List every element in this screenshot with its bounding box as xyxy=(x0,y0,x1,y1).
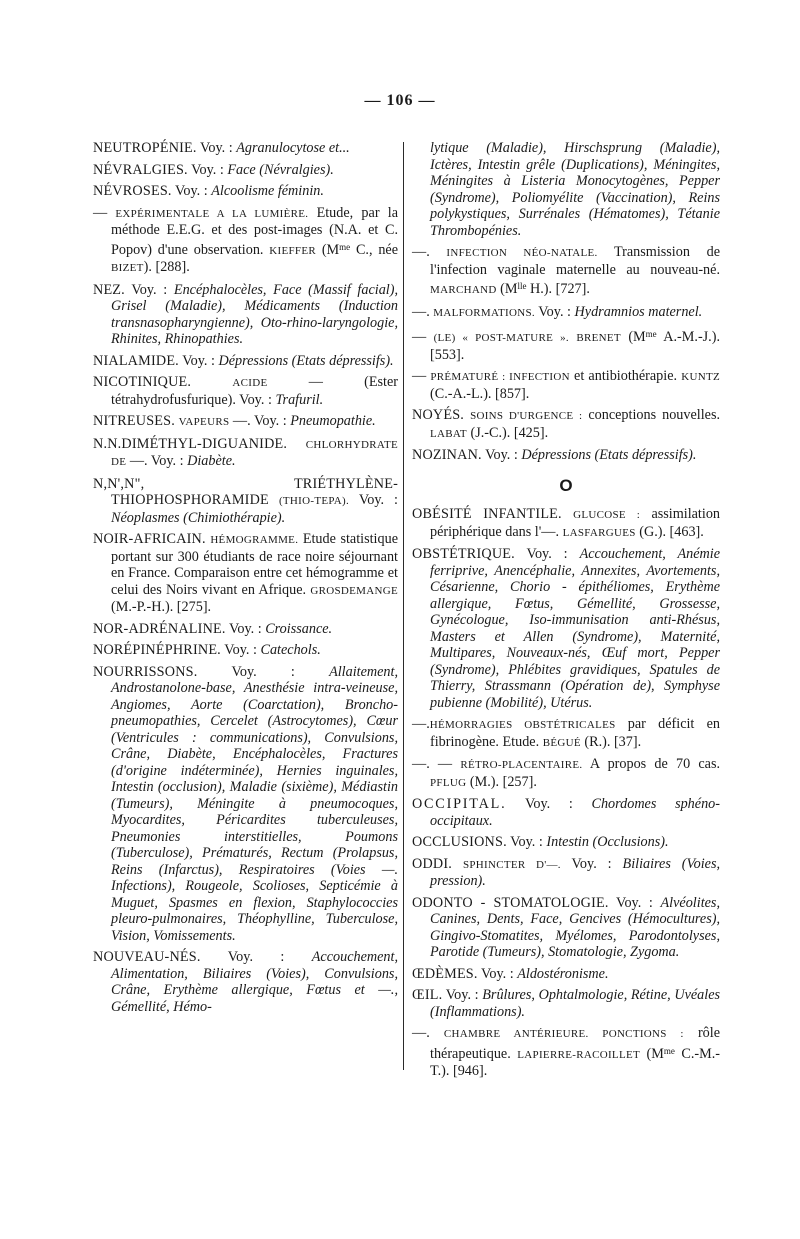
index-entry xyxy=(412,966,720,983)
voy: Voy. : xyxy=(191,161,224,178)
dash: —. xyxy=(412,303,430,320)
headword: NEZ. xyxy=(93,281,125,298)
dash: — xyxy=(412,329,427,345)
subheading: CHLORHYDRATE DE xyxy=(111,438,398,468)
dash: —. xyxy=(412,244,430,260)
page-number: — 106 — xyxy=(364,92,436,109)
cross-reference: Dépressions (Etats dépressifs). xyxy=(521,447,697,463)
voy: Voy. : xyxy=(231,663,295,680)
index-entry xyxy=(412,756,720,791)
reference-number: C.-M.-T.). [946]. xyxy=(430,1045,721,1079)
headword: ODONTO - STOMATOLOGIE. xyxy=(412,894,609,911)
reference-number: (J.-C.). [425]. xyxy=(470,424,549,441)
voy: Voy. : xyxy=(358,492,399,508)
subheading: HÉMOGRAMME. xyxy=(210,534,299,546)
cross-reference: Aldostéronisme. xyxy=(517,965,609,982)
headword: NORÉPINÉPHRINE. xyxy=(93,642,221,658)
cross-reference: Hydramnios maternel. xyxy=(574,303,703,320)
subheading: MALFORMATIONS. xyxy=(433,306,535,319)
index-entry xyxy=(412,304,720,322)
headword: ŒIL. xyxy=(412,987,443,1003)
index-entry xyxy=(412,447,720,464)
cross-reference: Face (Névralgies). xyxy=(227,161,334,178)
index-entry xyxy=(412,716,720,751)
voy: Voy. : xyxy=(131,281,168,298)
index-entry xyxy=(412,1025,720,1080)
author-initials: C., née xyxy=(350,241,399,258)
index-entry xyxy=(93,140,398,157)
headword: NOURRISSONS. xyxy=(93,663,198,680)
index-entry xyxy=(93,282,398,348)
author-title-sup: me xyxy=(663,1045,675,1056)
index-entry xyxy=(93,413,398,431)
headword: OCCIPITAL. xyxy=(412,796,507,812)
headword: NÉVRALGIES. xyxy=(93,161,188,178)
author: KIEFFER xyxy=(269,244,316,257)
reference-number: (G.). [463]. xyxy=(639,523,704,540)
entry-text: —. Voy. : xyxy=(126,453,184,469)
headword: NICOTINIQUE. xyxy=(93,374,192,390)
subheading: SOINS D'URGENCE : xyxy=(470,410,583,422)
index-entry xyxy=(93,621,398,638)
headword: NEUTROPÉNIE. xyxy=(93,140,197,156)
headword: N,N',N", TRIÉTHYLÈNE-THIOPHOSPHORAMIDE xyxy=(93,475,398,508)
author-title: (M xyxy=(500,281,518,297)
entry-text: — (Ester tétrahydrofusfurique). Voy. : xyxy=(111,374,398,408)
cross-reference: Accouchement, Anémie ferriprive, Anencéphalie, Annexites, Avortements, Césarienne, Chorio - épithéliomes, Erythème allergique, Fœtus, Gémellité, Grossesse, Gynécologue, Iso-immunisation anti-Rhésus, Masters et Allen (Syndrome), Maternité, Multipares, Nouveaux-nés, Œuf mort, Pepper (Syndrome), Phlébites gravidiques, Spatules de Thierry, Strassmann (Opération de), Symphyse pubienne (Mobilité), Utérus. xyxy=(430,546,721,711)
headword: NÉVROSES. xyxy=(93,183,172,199)
index-entry xyxy=(412,856,720,890)
subheading: CHAMBRE ANTÉRIEURE. PONCTIONS : xyxy=(443,1028,684,1040)
index-entry xyxy=(412,834,720,851)
headword: ODDI. xyxy=(412,855,453,872)
author-title-sup: me xyxy=(645,329,657,339)
cross-reference: Chordomes sphéno-occipitaux. xyxy=(430,796,720,829)
voy: Voy. : xyxy=(227,949,285,965)
subheading: PRÉMATURÉ : INFECTION xyxy=(430,371,570,383)
entry-text: Etude, par la méthode E.E.G. et des post-images (N.A. et C. Popov) d'une observation. xyxy=(111,204,399,258)
index-entry xyxy=(412,895,720,961)
reference-number: (M.-P.-H.). [275]. xyxy=(111,599,212,615)
index-entry xyxy=(93,436,398,471)
index-entry xyxy=(93,664,398,945)
headword: NIALAMIDE. xyxy=(93,352,179,369)
index-entry xyxy=(412,368,720,402)
cross-reference: Encéphalocèles, Face (Massif facial), Grisel (Maladie), Médicaments (Induction transnasopharyngienne), Oto-rhino-laryngologie, Rhinites, Rhinopathies. xyxy=(111,281,399,347)
index-entry xyxy=(412,546,720,711)
headword: OCCLUSIONS. xyxy=(412,834,507,850)
dash: —. xyxy=(412,716,430,732)
cross-reference: Intestin (Occlusions). xyxy=(546,834,669,850)
author-title-sup: me xyxy=(339,241,351,252)
author: LASFARGUES xyxy=(562,526,636,539)
author: KUNTZ xyxy=(681,371,720,383)
index-entry xyxy=(93,353,398,370)
subheading: GLUCOSE : xyxy=(573,509,641,521)
headword: NITREUSES. xyxy=(93,413,176,429)
cross-reference: Alcoolisme féminin. xyxy=(211,183,324,199)
index-entry xyxy=(412,506,720,541)
voy: Voy. : xyxy=(182,352,215,369)
entry-text: —. Voy. : xyxy=(229,413,287,429)
author-title: (M xyxy=(321,241,340,258)
entry-text: conceptions nouvelles. xyxy=(588,407,721,423)
headword: NOYÉS. xyxy=(412,407,465,423)
cross-reference: Trafuril. xyxy=(275,391,324,408)
headword: N.N.DIMÉTHYL-DIGUANIDE. xyxy=(93,435,288,452)
index-entry xyxy=(412,407,720,442)
voy: Voy. : xyxy=(571,855,612,872)
index-entry xyxy=(412,244,720,299)
author: BRENET xyxy=(576,332,621,344)
author-title: (M xyxy=(628,329,646,345)
cross-reference: Brûlures, Ophtalmologie, Rétine, Uvéales (Inflammations). xyxy=(430,987,721,1020)
index-entry-continued xyxy=(412,140,720,239)
author-title-sup: lle xyxy=(517,281,527,291)
left-column xyxy=(93,140,398,1020)
cross-reference: Biliaires (Voies, pression). xyxy=(430,855,721,889)
voy: Voy. : xyxy=(538,303,571,320)
author: MARCHAND xyxy=(430,284,497,296)
dash: — xyxy=(412,368,427,384)
voy: Voy. : xyxy=(616,894,653,911)
author: LAPIERRE-RACOILLET xyxy=(517,1048,641,1061)
reference-number: (M.). [257]. xyxy=(469,773,537,790)
cross-reference: Croissance. xyxy=(265,620,333,637)
entry-text: A propos de 70 cas. xyxy=(589,756,721,772)
reference-number: H.). [727]. xyxy=(526,281,590,297)
voy: Voy. : xyxy=(485,447,518,463)
voy: Voy. : xyxy=(445,987,479,1003)
entry-text: Etude statistique portant sur 300 étudiants de race noire séjournant en France. Comparaison entre cet hémogramme et celui des Noirs vivant en Afrique. xyxy=(111,531,398,598)
cross-reference: Dépressions (Etats dépressifs). xyxy=(218,352,394,369)
entry-text: et antibiothérapie. xyxy=(574,368,678,384)
subheading: HÉMORRAGIES OBSTÉTRICALES xyxy=(429,719,616,731)
voy: Voy. : xyxy=(224,642,257,658)
entry-text: par déficit en fibrinogène. Etude. xyxy=(430,716,721,750)
headword: NOZINAN. xyxy=(412,447,482,463)
subheading: ACIDE xyxy=(232,377,268,389)
subheading: RÉTRO-PLACENTAIRE. xyxy=(460,759,583,771)
index-entry xyxy=(93,476,398,527)
author: BÉGUÉ xyxy=(542,736,581,749)
voy: Voy. : xyxy=(524,796,573,812)
author: LABAT xyxy=(430,427,467,440)
dash: — xyxy=(93,204,108,221)
index-entry xyxy=(412,326,720,363)
dash: —. — xyxy=(412,756,453,772)
author: GROSDEMANGE xyxy=(310,584,399,597)
dash: —. xyxy=(412,1025,430,1041)
subheading: (LE) « POST-MATURE ». xyxy=(433,332,569,344)
voy: Voy. : xyxy=(228,620,262,637)
index-entry xyxy=(93,162,398,179)
reference-number: (R.). [37]. xyxy=(584,733,642,750)
voy: Voy. : xyxy=(199,140,233,156)
headword: NOIR-AFRICAIN. xyxy=(93,531,206,547)
entry-text: assimilation périphérique dans l'—. xyxy=(430,506,721,540)
index-entry xyxy=(93,205,398,277)
headword: NOUVEAU-NÉS. xyxy=(93,949,201,965)
index-entry xyxy=(93,642,398,659)
entry-text: rôle thérapeutique. xyxy=(430,1025,720,1062)
voy: Voy. : xyxy=(510,834,543,850)
cross-reference: Catechols. xyxy=(260,642,321,658)
index-entry xyxy=(93,949,398,1015)
index-entry xyxy=(412,987,720,1020)
subheading: EXPÉRIMENTALE A LA LUMIÈRE. xyxy=(115,207,309,220)
cross-reference: lytique (Maladie), Hirschsprung (Maladie), Ictères, Intestin grêle (Duplications), Méningites, Méningites à Listeria Monocytogènes, Pepper (Syndrome), Poliomyélite (Vaccination), Reins polykystiques, Surrénales (Hématomes), Tétanie Thrombopénies. xyxy=(430,140,720,239)
subheading: INFECTION NÉO-NATALE. xyxy=(446,247,598,259)
cross-reference: Diabète. xyxy=(187,453,236,469)
section-letter: O xyxy=(559,475,573,495)
subheading: VAPEURS xyxy=(178,416,230,428)
author: BIZET xyxy=(111,262,144,274)
headword: NOR-ADRÉNALINE. xyxy=(93,620,226,637)
index-entry xyxy=(93,183,398,200)
headword: OBSTÉTRIQUE. xyxy=(412,546,515,562)
subheading: SPHINCTER D'—. xyxy=(462,858,561,871)
headword: OBÉSITÉ INFANTILE. xyxy=(412,506,562,522)
headword: ŒDÈMES. xyxy=(412,965,478,982)
cross-reference: Pneumopathie. xyxy=(290,413,376,429)
voy: Voy. : xyxy=(174,183,208,199)
cross-reference: Allaitement, Androstanolone-base, Anesthésie intra-veineuse, Angiomes, Aorte (Coarctation), Broncho-pneumopathies, Cercelet (Astrocytomes), Cœur (Ventricules : communications), Convulsions, Crâne, Diabète, Encéphalocèles, Fractures (d'origine indéterminée), Hernies inguinales, Intestin (occlusion), Maladie (sixième), Médiastin (Tumeurs), Méningite à pneumocoques, Myocardites, Péricardites tuberculeuses, Pneumonies interstitielles, Poumons (Tuberculose), Prématurés, Rectum (Prolapsus, Reins (Infarctus), Respiratoires (Voies —. Infections), Rougeole, Scolioses, Septicémie à Muguet, Spasmes en flexion, Staphylococcies pleuro-pulmonaires, Théophylline, Tuberculose, Vision, Vomissements. xyxy=(111,663,399,944)
entry-text: Transmission de l'infection vaginale maternelle au nouveau-né. xyxy=(430,244,721,278)
author: PFLUG xyxy=(430,776,467,789)
reference-number: (C.-A.-L.). [857]. xyxy=(430,385,530,402)
cross-reference: Néoplasmes (Chimiothérapie). xyxy=(111,509,286,526)
index-entry xyxy=(412,796,720,829)
cross-reference: Agranulocytose et... xyxy=(236,140,350,156)
right-column xyxy=(412,140,720,1085)
index-entry xyxy=(93,374,398,408)
voy: Voy. : xyxy=(480,965,514,982)
subheading: (THIO-TEPA). xyxy=(278,495,350,507)
author-title: (M xyxy=(646,1045,664,1062)
cross-reference: Accouchement, Alimentation, Biliaires (Voies), Convulsions, Crâne, Erythème allergique, Fœtus et —., Gémellité, Hémo- xyxy=(111,949,399,1015)
column-divider xyxy=(403,142,404,1070)
cross-reference: Alvéolites, Canines, Dents, Face, Gencives (Hémocultures), Gingivo-Stomatites, Myélomes, Parodontolyses, Parotide (Tumeurs), Stomatologie, Zygoma. xyxy=(430,894,721,960)
reference-number: ). [288]. xyxy=(143,259,190,275)
voy: Voy. : xyxy=(526,546,568,562)
index-entry xyxy=(93,531,398,616)
reference-number: A.-M.-J.). [553]. xyxy=(430,329,721,363)
